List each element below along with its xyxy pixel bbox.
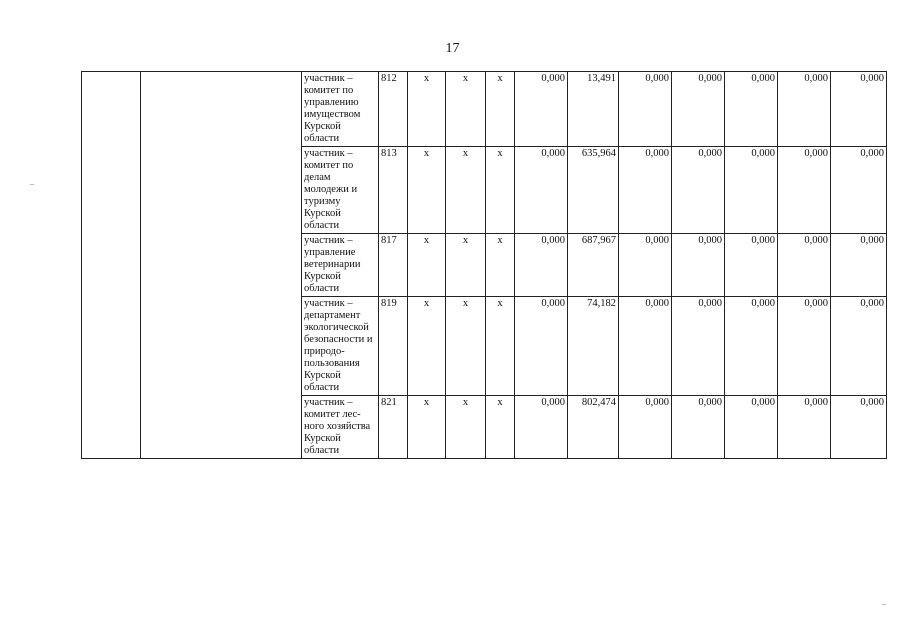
x-cell: x: [486, 72, 515, 147]
value-cell: 0,000: [515, 297, 568, 396]
x-cell: x: [446, 297, 486, 396]
value-cell: 0,000: [725, 147, 778, 234]
value-cell: 635,964: [568, 147, 619, 234]
participant-cell: участник – комитет лес-ного хозяйства Курской области: [302, 396, 379, 459]
x-cell: x: [408, 147, 446, 234]
x-cell: x: [486, 297, 515, 396]
x-cell: x: [446, 234, 486, 297]
value-cell: 0,000: [831, 297, 887, 396]
value-cell: 0,000: [725, 297, 778, 396]
participant-cell: участник – управление ветеринарии Курской области: [302, 234, 379, 297]
value-cell: 0,000: [619, 147, 672, 234]
value-cell: 0,000: [515, 396, 568, 459]
code-cell: 821: [379, 396, 408, 459]
value-cell: 0,000: [778, 234, 831, 297]
x-cell: x: [408, 396, 446, 459]
x-cell: x: [486, 396, 515, 459]
x-cell: x: [408, 72, 446, 147]
participant-cell: участник – департамент экологической безопасности и природо-пользования Курской области: [302, 297, 379, 396]
value-cell: 74,182: [568, 297, 619, 396]
code-cell: 819: [379, 297, 408, 396]
value-cell: 802,474: [568, 396, 619, 459]
value-cell: 0,000: [778, 147, 831, 234]
scan-speck: [882, 604, 886, 605]
value-cell: 0,000: [515, 147, 568, 234]
value-cell: 0,000: [672, 297, 725, 396]
value-cell: 0,000: [778, 72, 831, 147]
budget-table: [81, 71, 887, 459]
value-cell: 0,000: [831, 396, 887, 459]
value-cell: 0,000: [831, 234, 887, 297]
scan-speck: [30, 184, 34, 185]
value-cell: 0,000: [778, 396, 831, 459]
value-cell: 0,000: [619, 297, 672, 396]
value-cell: 0,000: [725, 234, 778, 297]
value-cell: 0,000: [831, 147, 887, 234]
empty-cell: [82, 72, 141, 459]
value-cell: 0,000: [672, 72, 725, 147]
participant-cell: участник – комитет по управлению имуществом Курской области: [302, 72, 379, 147]
x-cell: x: [408, 297, 446, 396]
page-number: 17: [445, 41, 460, 56]
x-cell: x: [486, 147, 515, 234]
code-cell: 817: [379, 234, 408, 297]
empty-cell: [141, 72, 302, 459]
value-cell: 0,000: [672, 396, 725, 459]
value-cell: 0,000: [831, 72, 887, 147]
table-row: [82, 72, 887, 147]
value-cell: 13,491: [568, 72, 619, 147]
x-cell: x: [446, 147, 486, 234]
x-cell: x: [408, 234, 446, 297]
value-cell: 687,967: [568, 234, 619, 297]
value-cell: 0,000: [515, 72, 568, 147]
value-cell: 0,000: [725, 72, 778, 147]
x-cell: x: [446, 72, 486, 147]
code-cell: 813: [379, 147, 408, 234]
x-cell: x: [446, 396, 486, 459]
x-cell: x: [486, 234, 515, 297]
value-cell: 0,000: [619, 396, 672, 459]
code-cell: 812: [379, 72, 408, 147]
value-cell: 0,000: [672, 147, 725, 234]
value-cell: 0,000: [619, 234, 672, 297]
value-cell: 0,000: [778, 297, 831, 396]
value-cell: 0,000: [619, 72, 672, 147]
participant-cell: участник – комитет по делам молодежи и туризму Курской области: [302, 147, 379, 234]
value-cell: 0,000: [672, 234, 725, 297]
value-cell: 0,000: [515, 234, 568, 297]
value-cell: 0,000: [725, 396, 778, 459]
